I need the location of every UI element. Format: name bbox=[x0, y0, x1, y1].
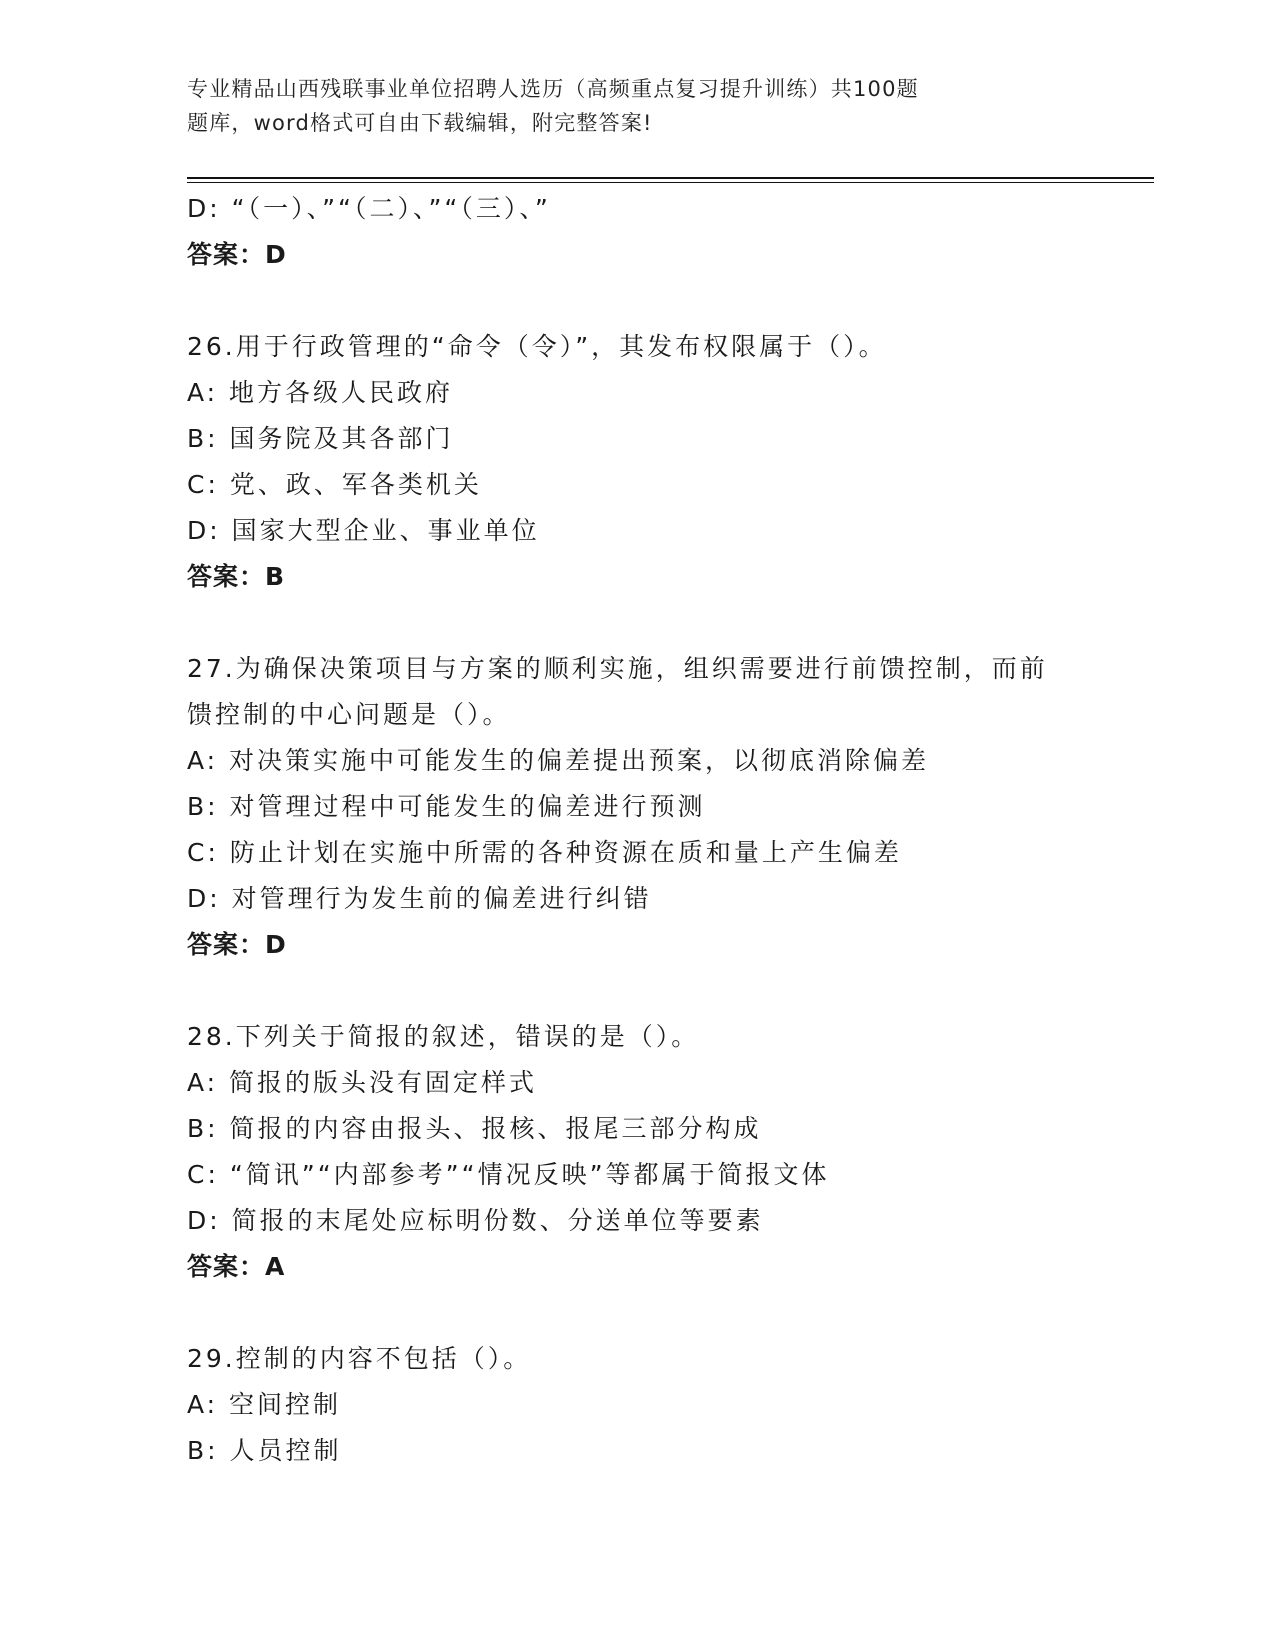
answer: 答案：D bbox=[187, 930, 287, 959]
header-line-1: 专业精品山西残联事业单位招聘人选历（高频重点复习提升训练）共100题 bbox=[187, 77, 919, 101]
option-a: A: 空间控制 bbox=[187, 1390, 342, 1419]
question-stem-line-2: 馈控制的中心问题是（）。 bbox=[187, 700, 511, 729]
answer: 答案：B bbox=[187, 562, 286, 591]
question-content bbox=[187, 186, 1087, 1474]
header-divider-thin bbox=[187, 182, 1154, 183]
question-26 bbox=[187, 324, 1087, 600]
option-b: B: 国务院及其各部门 bbox=[187, 424, 454, 453]
question-29 bbox=[187, 1336, 1087, 1474]
prev-answer: 答案：D bbox=[187, 240, 287, 269]
option-a: A: 简报的版头没有固定样式 bbox=[187, 1068, 538, 1097]
spacer bbox=[187, 968, 1087, 1014]
option-b: B: 人员控制 bbox=[187, 1436, 342, 1465]
option-d: D: 国家大型企业、事业单位 bbox=[187, 516, 540, 545]
question-28 bbox=[187, 1014, 1087, 1290]
spacer bbox=[187, 278, 1087, 324]
option-a: A: 对决策实施中可能发生的偏差提出预案，以彻底消除偏差 bbox=[187, 746, 930, 775]
question-27 bbox=[187, 646, 1087, 968]
option-d: D: 简报的末尾处应标明份数、分送单位等要素 bbox=[187, 1206, 764, 1235]
option-c: C: 防止计划在实施中所需的各种资源在质和量上产生偏差 bbox=[187, 838, 902, 867]
page-header bbox=[187, 72, 1047, 140]
option-c: C: “简讯”“内部参考”“情况反映”等都属于简报文体 bbox=[187, 1160, 830, 1189]
question-stem: 28.下列关于简报的叙述，错误的是（）。 bbox=[187, 1022, 700, 1051]
question-stem: 26.用于行政管理的“命令（令）”，其发布权限属于（）。 bbox=[187, 332, 887, 361]
question-stem: 29.控制的内容不包括（）。 bbox=[187, 1344, 532, 1373]
option-b: B: 对管理过程中可能发生的偏差进行预测 bbox=[187, 792, 706, 821]
option-b: B: 简报的内容由报头、报核、报尾三部分构成 bbox=[187, 1114, 762, 1143]
spacer bbox=[187, 1290, 1087, 1336]
option-c: C: 党、政、军各类机关 bbox=[187, 470, 482, 499]
option-a: A: 地方各级人民政府 bbox=[187, 378, 454, 407]
question-stem-line-1: 27.为确保决策项目与方案的顺利实施，组织需要进行前馈控制，而前 bbox=[187, 654, 1048, 683]
spacer bbox=[187, 600, 1087, 646]
header-line-2: 题库，word格式可自由下载编辑，附完整答案! bbox=[187, 111, 653, 135]
option-d: D: 对管理行为发生前的偏差进行纠错 bbox=[187, 884, 652, 913]
prev-option-d: D: “（一）、”“（二）、”“（三）、” bbox=[187, 194, 551, 223]
header-divider-thick bbox=[187, 177, 1154, 179]
answer: 答案：A bbox=[187, 1252, 286, 1281]
